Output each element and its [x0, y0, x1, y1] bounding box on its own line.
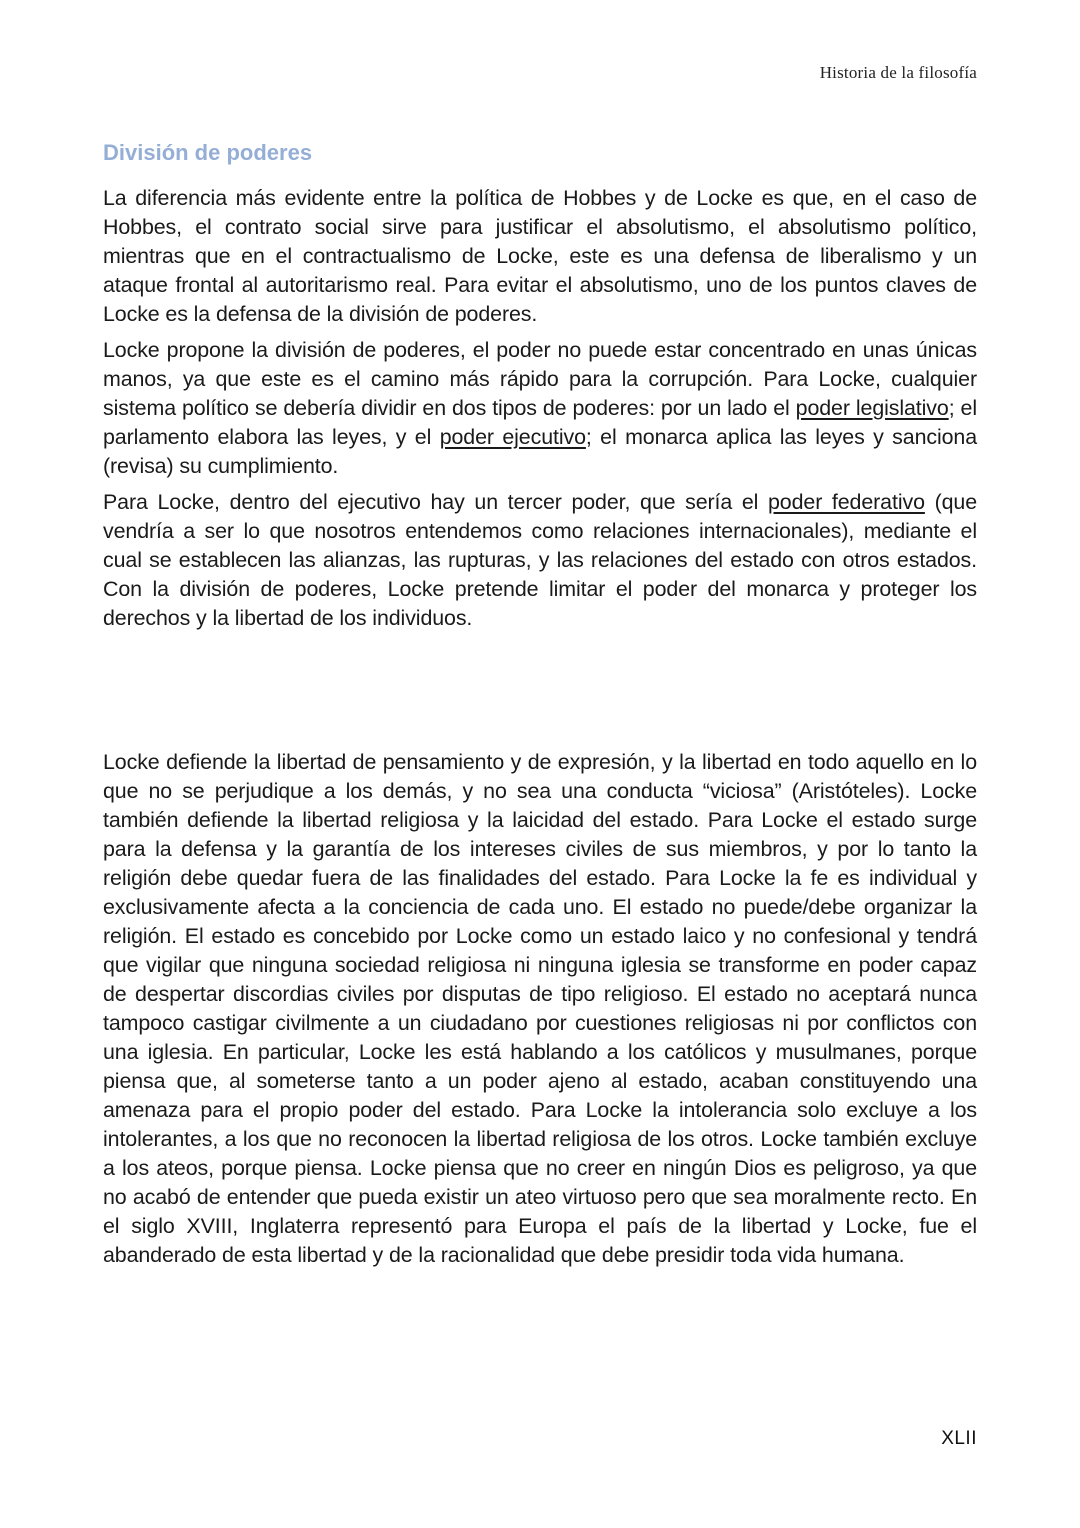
- paragraph-1: La diferencia más evidente entre la política de Hobbes y de Locke es que, en el caso de Hobbes, el contrato social sirve para justificar el absolutismo, el absolutismo político, mientras que en el contractualismo de Locke, este es una defensa de liberalismo y un ataque frontal al autoritarismo real. Para evitar el absolutismo, uno de los puntos claves de Locke es la defensa de la división de poderes.: [103, 186, 977, 326]
- paragraph-2-text-c: ; el monarca aplica las leyes y sanciona (revisa) su cumplimiento.: [103, 425, 977, 478]
- paragraph-3: [103, 488, 977, 633]
- section-libertad: [103, 748, 977, 1277]
- term-poder-federativo: poder federativo: [768, 490, 925, 514]
- paragraph-2-text-b: ; el parlamento elabora las leyes, y el: [103, 396, 977, 449]
- page-number: XLII: [941, 1428, 977, 1449]
- paragraph-2-text-a: Locke propone la división de poderes, el poder no puede estar concentrado en unas únicas manos, ya que este es el camino más rápido para la corrupción. Para Locke, cualquier sistema político se debería dividir en dos tipos de poderes: por un lado el: [103, 338, 977, 420]
- paragraph-3-text-a: Para Locke, dentro del ejecutivo hay un tercer poder, que sería el: [103, 490, 769, 514]
- term-poder-legislativo: poder legislativo: [795, 396, 949, 420]
- term-poder-ejecutivo: poder ejecutivo: [439, 425, 586, 449]
- paragraph-2: [103, 336, 977, 481]
- section-title: División de poderes: [103, 140, 313, 165]
- paragraph-4: Locke defiende la libertad de pensamiento y de expresión, y la libertad en todo aquello en lo que no se perjudique a los demás, y no sea una conducta “viciosa” (Aristóteles). Locke también defiende la libertad religiosa y la laicidad del estado. Para Locke el estado surge para la defensa y la garantía de los intereses civiles de sus miembros, y por lo tanto la religión debe quedar fuera de las finalidades del estado. Para Locke la fe es individual y exclusivamente afecta a la conciencia de cada uno. El estado no puede/debe organizar la religión. El estado es concebido por Locke como un estado laico y no confesional y tendrá que vigilar que ninguna sociedad religiosa ni ninguna iglesia se transforme en poder capaz de despertar discordias civiles por disputas de tipo religioso. El estado no aceptará nunca tampoco castigar civilmente a un ciudadano por cuestiones religiosas ni por conflictos con una iglesia. En particular, Locke les está hablando a los católicos y musulmanes, porque piensa que, al someterse tanto a un poder ajeno al estado, acaban constituyendo una amenaza para el propio poder del estado. Para Locke la intolerancia solo excluye a los intolerantes, a los que no reconocen la libertad religiosa de los otros. Locke también excluye a los ateos, porque piensa. Locke piensa que no creer en ningún Dios es peligroso, ya que no acabó de entender que pueda existir un ateo virtuoso pero que sea moralmente recto. En el siglo XVIII, Inglaterra representó para Europa el país de la libertad y Locke, fue el abanderado de esta libertad y de la racionalidad que debe presidir toda vida humana.: [103, 750, 977, 1267]
- running-header: Historia de la filosofía: [819, 63, 977, 82]
- paragraph-3-text-b: (que vendría a ser lo que nosotros entendemos como relaciones internacionales), mediante el cual se establecen las alianzas, las rupturas, y las relaciones del estado con otros estados. Con la división de poderes, Locke pretende limitar el poder del monarca y proteger los derechos y la libertad de los individuos.: [103, 490, 977, 630]
- section-division-de-poderes: [103, 138, 977, 640]
